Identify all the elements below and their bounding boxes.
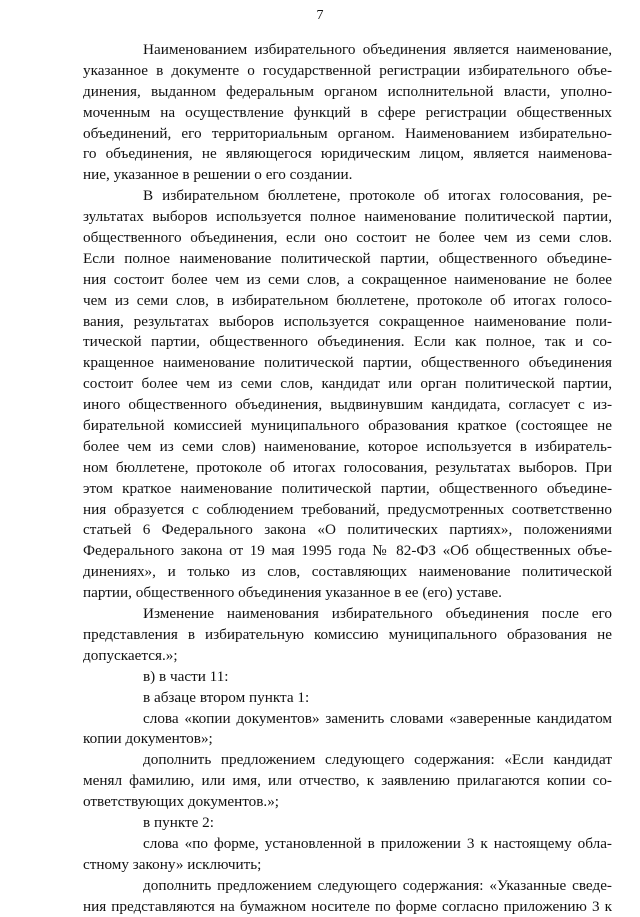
text-line: в пункте 2:	[143, 813, 214, 831]
text-line: тической партии, общественного объединения. Если как полное, так и со-	[83, 333, 612, 351]
text-line: слова «копии документов» заменить словами «заверенные кандидатом	[143, 709, 612, 727]
paragraph-p7	[83, 750, 612, 813]
text-line: ния представляются на бумажном носителе по форме согласно приложению 3 к	[83, 897, 612, 915]
text-line: дополнить предложением следующего содержания: «Указанные сведе-	[143, 876, 612, 894]
text-line: Федерального закона от 19 мая 1995 года № 82-ФЗ «Об общественных объе-	[83, 542, 612, 560]
text-line: допускается.»;	[83, 646, 178, 664]
text-line: В избирательном бюллетене, протоколе об итогах голосования, ре-	[143, 187, 612, 205]
text-line: этом краткое наименование политической партии, общественного объедине-	[83, 479, 612, 497]
text-line: более чем из семи слов) наименование, которое используется в избиратель-	[83, 437, 612, 455]
text-line: указанное в документе о государственной регистрации избирательного объе-	[83, 61, 612, 79]
paragraph-p8	[83, 813, 612, 834]
text-line: состоит более чем из семи слов, кандидат или орган политической партии,	[83, 375, 612, 393]
text-line: иного общественного объединения, выдвинувшим кандидата, согласует с из-	[83, 396, 612, 414]
text-line: ния состоит более чем из семи слов, а сокращенное наименование не более	[83, 270, 612, 288]
text-line: кращенное наименование политической партии, общественного объединения	[83, 354, 612, 372]
text-line: объединений, его территориальным органом. Наименованием избирательно-	[83, 124, 612, 142]
text-line: Изменение наименования избирательного объединения после его	[143, 605, 612, 623]
text-line: дополнить предложением следующего содержания: «Если кандидат	[143, 751, 612, 769]
text-line: ответствующих документов.»;	[83, 793, 280, 811]
paragraph-p5	[83, 688, 612, 709]
page-number: 7	[316, 8, 324, 23]
paragraph-p3	[83, 604, 612, 667]
text-line: ном бюллетене, протоколе об итогах голосования, результатах выборов. При	[83, 458, 612, 476]
text-line: стному закону» исключить;	[83, 855, 262, 873]
text-line: ния образуется с соблюдением требований, предусмотренных соответственно	[83, 500, 612, 518]
paragraph-p10	[83, 876, 612, 917]
text-line: общественного объединения, если оно состоит не более чем из семи слов.	[83, 229, 612, 247]
paragraph-p6	[83, 709, 612, 751]
text-line: вания, результатах выборов используется сокращенное наименование поли-	[83, 312, 612, 330]
text-line: статьей 6 Федерального закона «О политических партиях», положениями	[83, 521, 612, 539]
text-line: ние, указанное в решении о его создании.	[83, 166, 353, 184]
text-line: зультатах выборов используется полное наименование политической партии,	[83, 208, 612, 226]
text-line: менял фамилию, или имя, или отчество, к заявлению прилагаются копии со-	[83, 772, 612, 790]
text-line: чем из семи слов, в избирательном бюллетене, протоколе об итогах голосо-	[83, 291, 612, 309]
text-line: бирательной комиссией муниципального образования краткое (состоящее не	[83, 417, 612, 435]
paragraph-p2	[83, 186, 612, 604]
document-body	[83, 40, 612, 917]
paragraph-p1	[83, 40, 612, 186]
text-line: динениях», и только из слов, составляющих наименование политической	[83, 563, 612, 581]
text-line: Наименованием избирательного объединения является наименование,	[143, 41, 612, 58]
text-line: слова «по форме, установленной в приложении 3 к настоящему обла-	[143, 834, 612, 852]
text-line: в абзаце втором пункта 1:	[143, 688, 310, 706]
text-line: Если полное наименование политической партии, общественного объедине-	[83, 249, 612, 267]
paragraph-p9	[83, 834, 612, 876]
text-line: партии, общественного объединения указанное в ее (его) уставе.	[83, 584, 502, 602]
text-line: в) в части 11:	[143, 667, 229, 685]
paragraph-p4	[83, 667, 612, 688]
text-line: моченным на осуществление функций в сфере регистрации общественных	[83, 103, 612, 121]
text-line: го объединения, не являющегося юридическим лицом, является наименова-	[83, 145, 612, 163]
text-line: копии документов»;	[83, 730, 213, 748]
text-line: динения, выданном федеральным органом исполнительной власти, уполно-	[83, 82, 612, 100]
text-line: представления в избирательную комиссию муниципального образования не	[83, 625, 612, 643]
